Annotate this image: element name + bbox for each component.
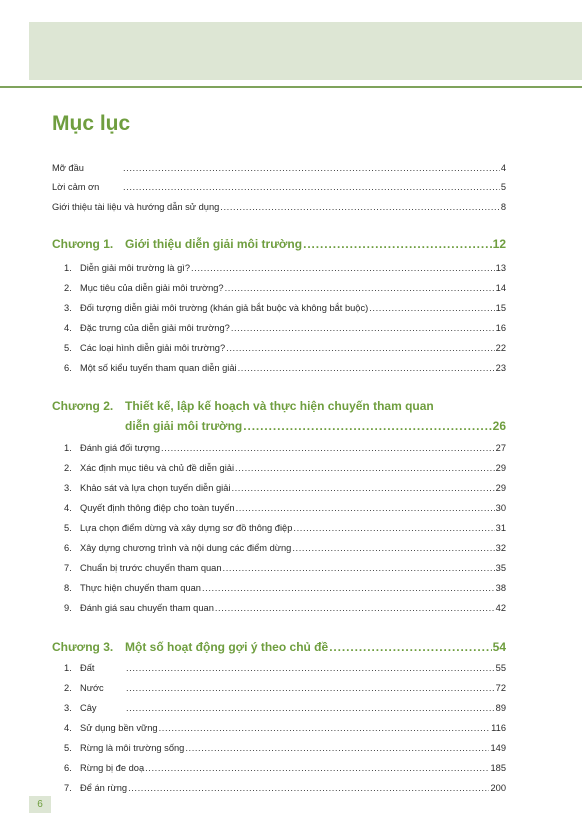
chapter-title-line1: Thiết kế, lập kế hoạch và thực hiện chuyến tham quan bbox=[125, 399, 434, 413]
chapter-title: Giới thiệu diễn giải môi trường bbox=[125, 237, 303, 251]
item-number: 7. bbox=[64, 563, 72, 573]
leader-dots bbox=[161, 442, 495, 454]
leader-dots bbox=[220, 201, 500, 213]
item-number: 5. bbox=[64, 743, 72, 753]
toc-item[interactable] bbox=[52, 722, 506, 734]
item-label: Rừng bị đe doạ bbox=[80, 763, 145, 773]
toc-chapter-2-line1[interactable] bbox=[52, 400, 506, 412]
item-label: Mục tiêu của diễn giải môi trường? bbox=[80, 283, 224, 293]
item-number: 6. bbox=[64, 543, 72, 553]
leader-dots bbox=[123, 181, 500, 193]
item-label: Đất bbox=[80, 663, 95, 673]
toc-entry-label: Lời cảm ơn bbox=[52, 182, 100, 192]
leader-dots bbox=[191, 262, 495, 274]
item-number: 8. bbox=[64, 583, 72, 593]
item-label: Diễn giải môi trường là gì? bbox=[80, 263, 190, 273]
toc-entry-page: 5 bbox=[500, 182, 506, 192]
leader-dots bbox=[238, 362, 495, 374]
toc-item[interactable] bbox=[52, 282, 506, 294]
item-label: Đặc trưng của diễn giải môi trường? bbox=[80, 323, 230, 333]
item-number: 6. bbox=[64, 363, 72, 373]
toc-item[interactable] bbox=[52, 442, 506, 454]
item-number: 1. bbox=[64, 663, 72, 673]
leader-dots bbox=[126, 702, 495, 714]
item-page: 42 bbox=[495, 603, 506, 613]
leader-dots bbox=[292, 542, 494, 554]
item-number: 5. bbox=[64, 523, 72, 533]
item-number: 3. bbox=[64, 303, 72, 313]
item-label: Sử dụng bền vững bbox=[80, 723, 158, 733]
leader-dots bbox=[159, 722, 491, 734]
chapter-number: Chương 2. bbox=[52, 399, 114, 413]
item-page: 29 bbox=[495, 463, 506, 473]
toc-item[interactable] bbox=[52, 302, 506, 314]
item-page: 31 bbox=[495, 523, 506, 533]
item-page: 16 bbox=[495, 323, 506, 333]
toc-item[interactable] bbox=[52, 522, 506, 534]
item-page: 89 bbox=[495, 703, 506, 713]
leader-dots bbox=[235, 462, 495, 474]
leader-dots bbox=[369, 302, 494, 314]
toc-item[interactable] bbox=[52, 262, 506, 274]
item-page: 200 bbox=[490, 783, 506, 793]
item-number: 3. bbox=[64, 703, 72, 713]
item-page: 30 bbox=[495, 503, 506, 513]
leader-dots bbox=[293, 522, 494, 534]
toc-item[interactable] bbox=[52, 662, 506, 674]
chapter-title: diễn giải môi trường bbox=[125, 419, 243, 433]
item-page: 29 bbox=[495, 483, 506, 493]
item-label: Nước bbox=[80, 683, 104, 693]
item-page: 23 bbox=[495, 363, 506, 373]
leader-dots bbox=[185, 742, 489, 754]
item-label: Lựa chọn điểm dừng và xây dựng sơ đồ thông điệp bbox=[80, 523, 293, 533]
leader-dots bbox=[145, 762, 489, 774]
toc-item[interactable] bbox=[52, 542, 506, 554]
toc-entry-front[interactable] bbox=[52, 162, 506, 174]
item-number: 7. bbox=[64, 783, 72, 793]
leader-dots bbox=[226, 342, 495, 354]
item-page: 55 bbox=[495, 663, 506, 673]
leader-dots bbox=[303, 237, 492, 251]
item-page: 149 bbox=[490, 743, 506, 753]
leader-dots bbox=[223, 562, 495, 574]
item-label: Thực hiện chuyến tham quan bbox=[80, 583, 201, 593]
item-page: 185 bbox=[490, 763, 506, 773]
toc-item[interactable] bbox=[52, 502, 506, 514]
item-number: 3. bbox=[64, 483, 72, 493]
leader-dots bbox=[231, 482, 494, 494]
item-page: 13 bbox=[495, 263, 506, 273]
item-label: Đối tượng diễn giải môi trường (khán giả bắt buộc và không bắt buộc) bbox=[80, 303, 369, 313]
leader-dots bbox=[215, 602, 495, 614]
item-label: Đánh giá sau chuyến tham quan bbox=[80, 603, 214, 613]
item-page: 27 bbox=[495, 443, 506, 453]
toc-item[interactable] bbox=[52, 762, 506, 774]
page-title: Mục lục bbox=[52, 112, 131, 135]
toc-entry-label: Giới thiệu tài liệu và hướng dẫn sử dụng bbox=[52, 202, 220, 212]
chapter-page: 26 bbox=[492, 419, 506, 433]
toc-item[interactable] bbox=[52, 742, 506, 754]
leader-dots bbox=[225, 282, 495, 294]
item-page: 116 bbox=[491, 723, 506, 733]
item-number: 6. bbox=[64, 763, 72, 773]
toc-item[interactable] bbox=[52, 582, 506, 594]
leader-dots bbox=[202, 582, 495, 594]
item-number: 4. bbox=[64, 503, 72, 513]
toc-item[interactable] bbox=[52, 362, 506, 374]
item-page: 32 bbox=[495, 543, 506, 553]
header-band bbox=[29, 22, 582, 80]
item-number: 2. bbox=[64, 283, 72, 293]
leader-dots bbox=[231, 322, 495, 334]
toc-chapter-2[interactable] bbox=[52, 419, 506, 433]
toc-item[interactable] bbox=[52, 322, 506, 334]
item-label: Đánh giá đối tượng bbox=[80, 443, 161, 453]
item-page: 72 bbox=[495, 683, 506, 693]
item-number: 1. bbox=[64, 443, 72, 453]
item-label: Các loại hình diễn giải môi trường? bbox=[80, 343, 226, 353]
item-number: 2. bbox=[64, 463, 72, 473]
toc-entry-page: 4 bbox=[500, 163, 506, 173]
toc-entry-front[interactable] bbox=[52, 181, 506, 193]
item-label: Rừng là môi trường sống bbox=[80, 743, 185, 753]
toc-entry-label: Mỡ đầu bbox=[52, 163, 84, 173]
toc-entry-page: 8 bbox=[500, 202, 506, 212]
chapter-number: Chương 1. bbox=[52, 237, 114, 251]
item-label: Khảo sát và lựa chọn tuyến diễn giải bbox=[80, 483, 231, 493]
item-label: Chuẩn bị trước chuyến tham quan bbox=[80, 563, 222, 573]
toc-item[interactable] bbox=[52, 682, 506, 694]
item-label: Xây dựng chương trình và nội dung các điểm dừng bbox=[80, 543, 292, 553]
item-number: 2. bbox=[64, 683, 72, 693]
toc-item[interactable] bbox=[52, 782, 506, 794]
leader-dots bbox=[126, 682, 495, 694]
item-page: 14 bbox=[495, 283, 506, 293]
item-label: Một số kiểu tuyến tham quan diễn giải bbox=[80, 363, 237, 373]
item-number: 1. bbox=[64, 263, 72, 273]
item-label: Để án rừng bbox=[80, 783, 128, 793]
toc-entry-front[interactable] bbox=[52, 201, 506, 213]
item-page: 15 bbox=[495, 303, 506, 313]
item-label: Xác định mục tiêu và chủ đề diễn giải bbox=[80, 463, 235, 473]
item-number: 5. bbox=[64, 343, 72, 353]
chapter-page: 54 bbox=[492, 640, 506, 654]
item-number: 4. bbox=[64, 323, 72, 333]
item-label: Quyết định thông điệp cho toàn tuyến bbox=[80, 503, 235, 513]
toc-chapter-3[interactable] bbox=[52, 640, 506, 654]
toc-item[interactable] bbox=[52, 462, 506, 474]
leader-dots bbox=[329, 640, 491, 654]
item-number: 9. bbox=[64, 603, 72, 613]
toc-chapter-1[interactable] bbox=[52, 237, 506, 251]
chapter-number: Chương 3. bbox=[52, 640, 114, 654]
item-label: Cây bbox=[80, 703, 97, 713]
leader-dots bbox=[123, 162, 500, 174]
header-rule bbox=[0, 86, 582, 88]
item-page: 38 bbox=[495, 583, 506, 593]
leader-dots bbox=[128, 782, 489, 794]
toc-item[interactable] bbox=[52, 602, 506, 614]
chapter-title: Một số hoạt động gợi ý theo chủ đề bbox=[125, 640, 329, 654]
toc-item[interactable] bbox=[52, 482, 506, 494]
item-number: 4. bbox=[64, 723, 72, 733]
toc-item[interactable] bbox=[52, 562, 506, 574]
page-number: 6 bbox=[29, 796, 51, 813]
leader-dots bbox=[236, 502, 495, 514]
chapter-page: 12 bbox=[492, 237, 506, 251]
toc-item[interactable] bbox=[52, 342, 506, 354]
toc-item[interactable] bbox=[52, 702, 506, 714]
leader-dots bbox=[126, 662, 495, 674]
item-page: 35 bbox=[495, 563, 506, 573]
item-page: 22 bbox=[495, 343, 506, 353]
leader-dots bbox=[243, 419, 491, 433]
